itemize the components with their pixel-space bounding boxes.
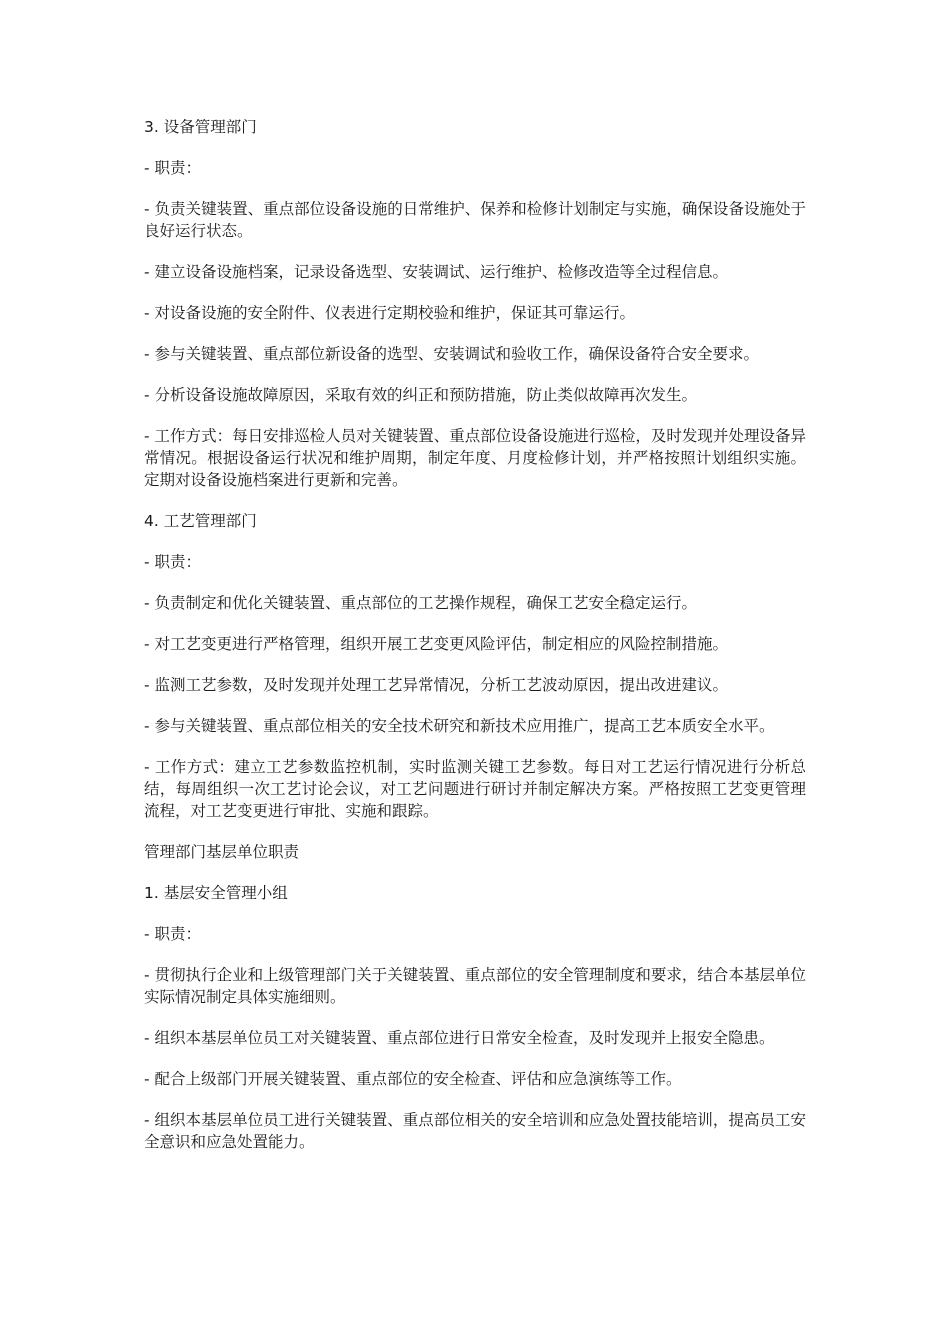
paragraph: - 分析设备设施故障原因，采取有效的纠正和预防措施，防止类似故障再次发生。 (144, 386, 698, 404)
paragraph: - 负责制定和优化关键装置、重点部位的工艺操作规程，确保工艺安全稳定运行。 (144, 594, 698, 612)
paragraph: - 组织本基层单位员工进行关键装置、重点部位相关的安全培训和应急处置技能培训，提高员工安全意识和应急处置能力。 (144, 1111, 806, 1151)
paragraph: - 工作方式：建立工艺参数监控机制，实时监测关键工艺参数。每日对工艺运行情况进行分析总结，每周组织一次工艺讨论会议，对工艺问题进行研讨并制定解决方案。严格按照工艺变更管理流程，对工艺变更进行审批、实施和跟踪。 (144, 758, 806, 820)
paragraph: - 职责： (144, 553, 202, 571)
paragraph: - 工作方式：每日安排巡检人员对关键装置、重点部位设备设施进行巡检，及时发现并处理设备异常情况。根据设备运行状况和维护周期，制定年度、月度检修计划，并严格按照计划组织实施。定期对设备设施档案进行更新和完善。 (144, 427, 806, 489)
paragraph: - 职责： (144, 159, 202, 177)
paragraph: - 建立设备设施档案，记录设备选型、安装调试、运行维护、检修改造等全过程信息。 (144, 263, 729, 281)
paragraph: - 贯彻执行企业和上级管理部门关于关键装置、重点部位的安全管理制度和要求，结合本基层单位实际情况制定具体实施细则。 (144, 966, 806, 1006)
paragraph: - 配合上级部门开展关键装置、重点部位的安全检查、评估和应急演练等工作。 (144, 1070, 682, 1088)
document-body (144, 116, 806, 1172)
paragraph: - 参与关键装置、重点部位新设备的选型、安装调试和验收工作，确保设备符合安全要求。 (144, 345, 760, 363)
section-heading: 4. 工艺管理部门 (144, 512, 257, 530)
paragraph: - 对设备设施的安全附件、仪表进行定期校验和维护，保证其可靠运行。 (144, 304, 636, 322)
section-title: 管理部门基层单位职责 (144, 843, 300, 861)
paragraph: - 监测工艺参数，及时发现并处理工艺异常情况，分析工艺波动原因，提出改进建议。 (144, 676, 729, 694)
paragraph: - 组织本基层单位员工对关键装置、重点部位进行日常安全检查，及时发现并上报安全隐患。 (144, 1029, 775, 1047)
paragraph: - 职责： (144, 925, 202, 943)
section-heading: 1. 基层安全管理小组 (144, 884, 288, 902)
section-heading: 3. 设备管理部门 (144, 118, 257, 136)
paragraph: - 负责关键装置、重点部位设备设施的日常维护、保养和检修计划制定与实施，确保设备设施处于良好运行状态。 (144, 200, 806, 240)
paragraph: - 对工艺变更进行严格管理，组织开展工艺变更风险评估，制定相应的风险控制措施。 (144, 635, 729, 653)
paragraph: - 参与关键装置、重点部位相关的安全技术研究和新技术应用推广，提高工艺本质安全水平。 (144, 717, 775, 735)
